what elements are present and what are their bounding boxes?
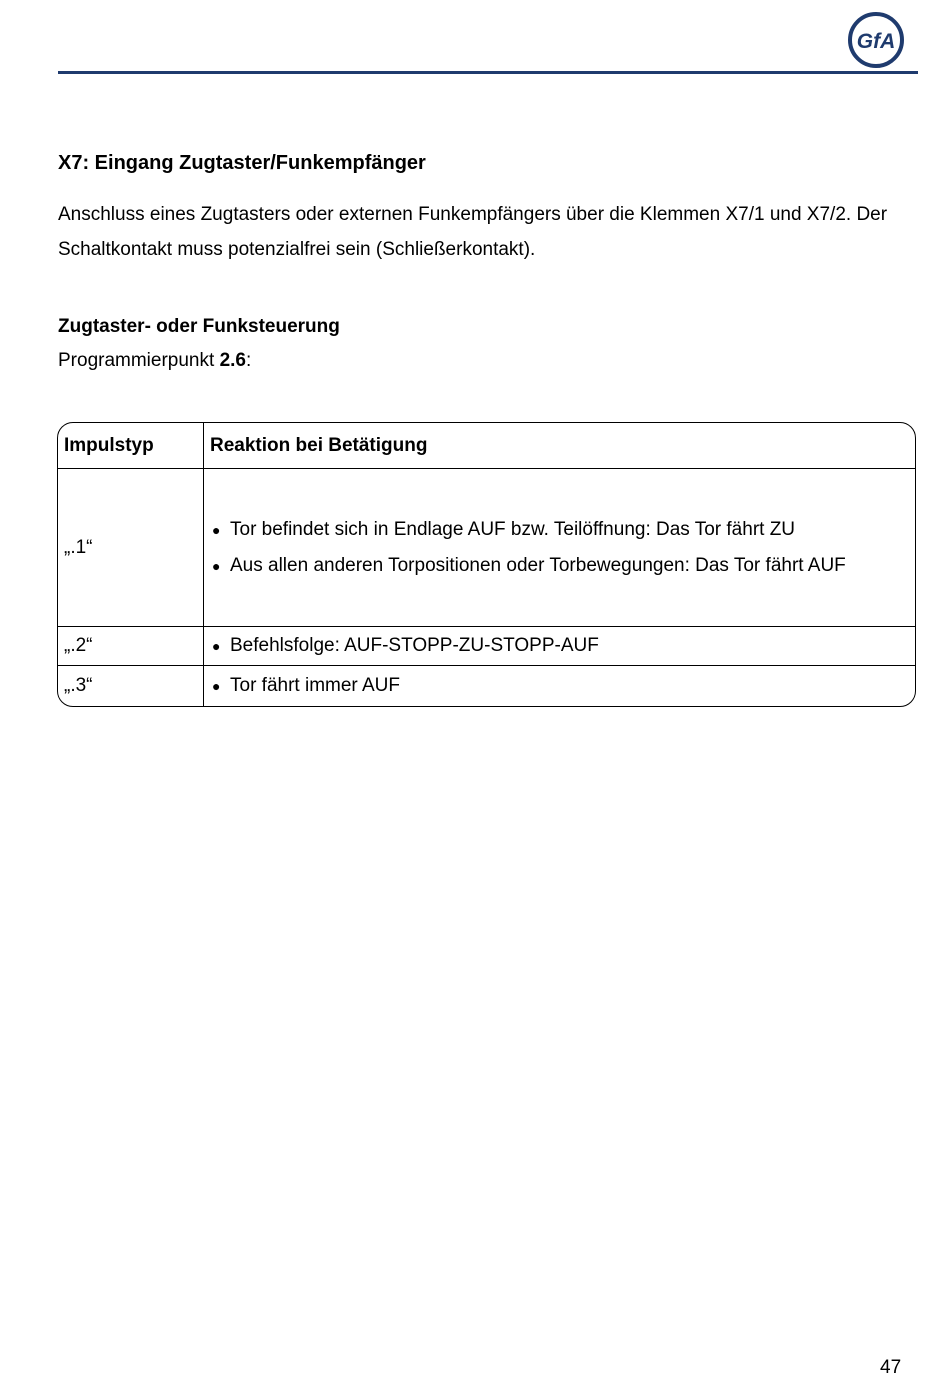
bullet-icon: ● bbox=[212, 678, 221, 694]
bullet-icon: ● bbox=[212, 557, 221, 574]
bullet-icon: ● bbox=[212, 521, 221, 538]
table-header-row bbox=[58, 423, 915, 468]
bullet-icon: ● bbox=[212, 638, 221, 654]
reaction-item bbox=[210, 512, 915, 548]
reaction-item bbox=[210, 628, 915, 664]
table-row bbox=[58, 665, 915, 706]
reaction-text: Tor befindet sich in Endlage AUF bzw. Teilöffnung: Das Tor fährt ZU bbox=[230, 518, 796, 540]
reaction-text: Befehlsfolge: AUF-STOPP-ZU-STOPP-AUF bbox=[230, 635, 599, 656]
header-reaction: Reaktion bei Betätigung bbox=[210, 434, 428, 456]
subsection-title: Zugtaster- oder Funksteuerung bbox=[58, 316, 340, 337]
programming-point-suffix: : bbox=[245, 350, 252, 371]
reaction-cell bbox=[204, 666, 915, 706]
header-impulse-type: Impulstyp bbox=[58, 423, 204, 468]
reaction-cell bbox=[204, 469, 915, 626]
programming-point-number: 2.6 bbox=[219, 350, 246, 371]
programming-point bbox=[58, 350, 251, 372]
reaction-item bbox=[210, 548, 915, 584]
table-row bbox=[58, 626, 915, 665]
reaction-text: Aus allen anderen Torpositionen oder Torbewegungen: Das Tor fährt AUF bbox=[230, 554, 846, 576]
impulse-type-cell: „.2“ bbox=[58, 627, 204, 665]
header-rule bbox=[58, 71, 918, 74]
reaction-cell bbox=[204, 627, 915, 665]
impulse-type-cell: „.1“ bbox=[58, 469, 204, 626]
impulse-type-cell: „.3“ bbox=[58, 666, 204, 706]
reaction-item bbox=[210, 668, 915, 704]
impulse-table bbox=[57, 422, 916, 707]
table-row bbox=[58, 468, 915, 626]
logo-text: GfA bbox=[856, 30, 896, 53]
section-title: X7: Eingang Zugtaster/Funkempfänger bbox=[58, 152, 426, 174]
gfa-logo bbox=[847, 11, 905, 69]
page-number: 47 bbox=[880, 1357, 902, 1378]
reaction-text: Tor fährt immer AUF bbox=[230, 675, 400, 696]
programming-point-label: Programmierpunkt bbox=[58, 350, 220, 371]
intro-paragraph: Anschluss eines Zugtasters oder externen Funkempfängers über die Klemmen X7/1 und X7/2. Der Schaltkontakt muss potenzialfrei sein (Schließerkontakt). bbox=[58, 204, 888, 260]
